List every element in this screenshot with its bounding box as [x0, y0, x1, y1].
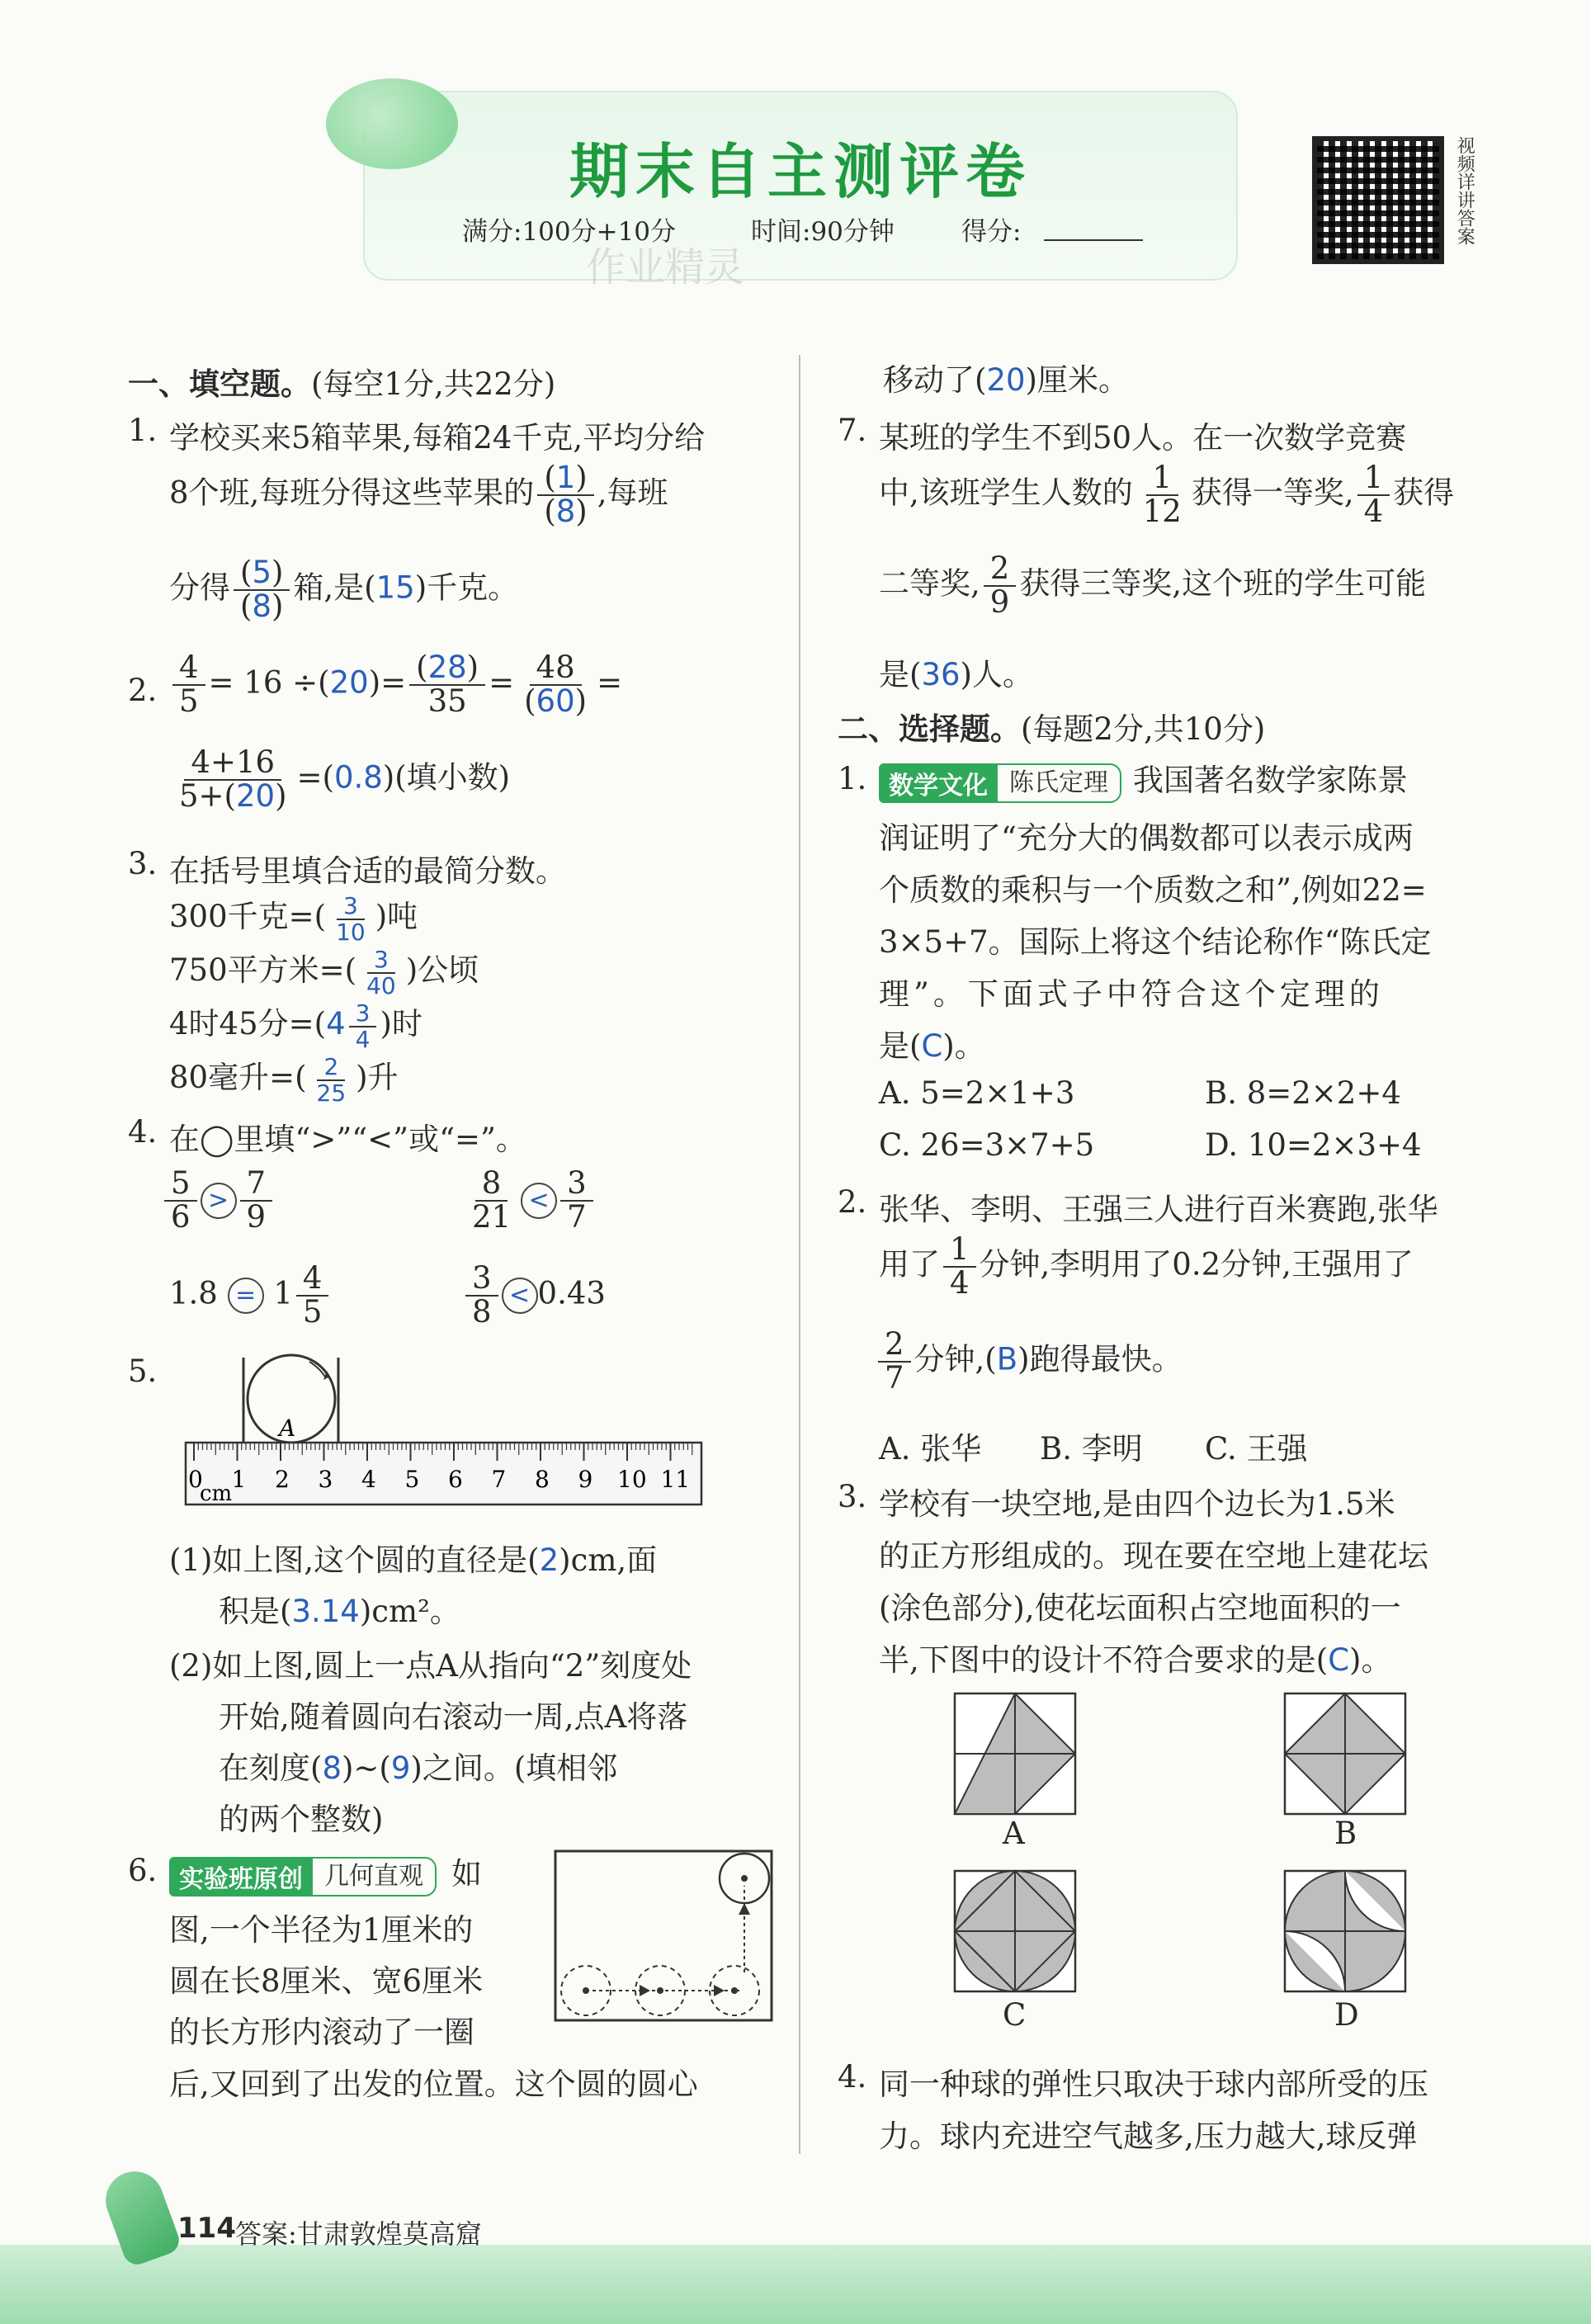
s1-q3-r4n: 2 [317, 1055, 345, 1080]
s1-q3-r2b: )公顷 [405, 952, 479, 988]
s1-q3-r4a: 80毫升=( [169, 1060, 307, 1095]
s1-q3-r3n: 3 [349, 1001, 377, 1027]
s1-q7-l4a: 是( [879, 657, 922, 692]
tag-original: 实验班原创 [169, 1857, 313, 1897]
s1-q2-a5: 0.8 [333, 759, 383, 796]
s1-q2-f3d: 60 [536, 683, 575, 719]
s1-q7-l2b: 获得一等奖, [1191, 475, 1354, 511]
compare-circle-2[interactable]: < [521, 1183, 557, 1219]
s1-q7-l2c: 获得 [1393, 475, 1455, 511]
s1-q4-a3w: 1 [273, 1275, 293, 1311]
s1-q1-f2n: 5 [252, 555, 271, 590]
ruler-figure [182, 1345, 710, 1523]
ruler-label: 6 [448, 1466, 463, 1493]
s1-q7-f1d: 12 [1142, 493, 1182, 529]
footer-wave [0, 2245, 1591, 2324]
ruler-label: 3 [318, 1466, 333, 1493]
s2-q1-l1: 我国著名数学家陈景 [1133, 763, 1408, 798]
s1-q6-t2: 圆在长8厘米、宽6厘米 [169, 1963, 484, 1999]
s1-q5-p2l1: (2)如上图,圆上一点A从指向“2”刻度处 [169, 1648, 692, 1684]
ruler-label: 11 [660, 1466, 691, 1493]
s2-q1-l3: 个质数的乘积与一个质数之和”,例如22= [879, 872, 1427, 908]
s1-q6-t5b: )厘米。 [1025, 362, 1129, 398]
s1-q5-p1ans2: 3.14 [291, 1594, 360, 1629]
s1-q5-p2a1: 8 [322, 1750, 342, 1786]
ruler-label: 4 [361, 1466, 376, 1493]
planet-icon [326, 78, 458, 169]
s1-q2-eq1: = 16 ÷( [208, 664, 330, 701]
s1-q7-f1n: 1 [1146, 462, 1179, 496]
s1-q5-p2l3b: )~( [341, 1750, 391, 1786]
s2-q1-ans: C [921, 1028, 943, 1064]
s2-q3-l3: (涂色部分),使花坛面积占空地面积的一 [879, 1590, 1401, 1626]
s2-q3-l4b: )。 [1349, 1642, 1392, 1678]
s1-q3-r1a: 300千克=( [169, 899, 327, 934]
s2-q2-f2d: 7 [885, 1359, 904, 1396]
design-a-figure[interactable] [953, 1692, 1077, 1816]
s1-q4-a1rn: 7 [240, 1168, 273, 1202]
s2-q1-l6b: )。 [942, 1028, 985, 1064]
s1-q7-f2n: 1 [1357, 462, 1390, 496]
s2-q1-num: 1. [838, 761, 867, 796]
s2-q1-option-a[interactable]: A. 5=2×1+3 [879, 1075, 1075, 1111]
s1-q2-eq5: =( [296, 759, 334, 796]
design-b-figure[interactable] [1283, 1692, 1407, 1816]
s1-q4-text: 在◯里填“>”“<”或“=”。 [169, 1122, 526, 1157]
s1-q2-f4dc: ) [275, 777, 287, 814]
ruler-label: 0 [188, 1466, 203, 1493]
s2-q1-l2: 润证明了“充分大的偶数都可以表示成两 [879, 820, 1414, 856]
s1-q4-a2n: 8 [475, 1168, 508, 1202]
s1-q7-l3b: 获得三等奖,这个班的学生可能 [1019, 565, 1427, 602]
s1-q5-p1b: )cm,面 [559, 1542, 658, 1578]
ruler-label: 5 [404, 1466, 420, 1493]
s1-q2-num: 2. [128, 673, 158, 708]
tag-math-culture: 数学文化 [879, 763, 998, 803]
s1-q4-a1n: 5 [164, 1168, 197, 1202]
s1-q3-r2a: 750平方米=( [169, 952, 357, 988]
s1-q5-p1a: (1)如上图,这个圆的直径是( [169, 1542, 540, 1578]
s1-q4-a2d: 21 [472, 1198, 512, 1235]
time-info: 时间:90分钟 [751, 217, 895, 247]
s1-q5-p2l3a: 在刻度( [219, 1750, 323, 1786]
design-b-label: B [1334, 1816, 1357, 1851]
s1-q5-p1d: )cm²。 [359, 1594, 460, 1629]
grade-blank [1044, 239, 1143, 241]
s2-q3-num: 3. [838, 1479, 867, 1514]
s1-q4-a1d: 6 [171, 1198, 191, 1235]
compare-circle-3[interactable]: = [228, 1278, 264, 1314]
s1-q5-p2l3c: )之间。(填相邻 [410, 1750, 618, 1786]
s1-q2-fn: 4 [172, 652, 205, 686]
s1-q6-t1: 图,一个半径为1厘米的 [169, 1912, 474, 1948]
s1-q1-num: 1. [128, 413, 158, 448]
s1-q6-t0: 如 [451, 1856, 482, 1892]
s1-q1-line3a: 分得 [169, 569, 230, 606]
rolling-circle-figure [553, 1849, 776, 2026]
s1-q5-p1c: 积是( [219, 1594, 292, 1629]
s1-heading: 一、填空题。 [128, 366, 311, 402]
s1-q3-r1d: 10 [336, 918, 366, 946]
s1-q1-f1d: 8 [555, 493, 576, 529]
s1-q3-r3a: 4时45分=( [169, 1006, 327, 1042]
s1-q1-line3b: 箱,是( [293, 569, 376, 606]
s1-q1-line3c: )千克。 [414, 569, 519, 606]
s1-q6-t5a: 移动了( [883, 362, 987, 398]
s1-q3-r3b: )时 [380, 1006, 423, 1042]
ruler-label: 8 [535, 1466, 550, 1493]
s1-q3-num: 3. [128, 846, 158, 881]
s2-q1-l6a: 是( [879, 1028, 922, 1064]
s1-q2-eq2: )= [368, 664, 407, 701]
s1-q7-f3n: 2 [984, 553, 1017, 587]
s1-q1-f2d: 8 [252, 588, 271, 624]
s1-q7-f3d: 9 [989, 583, 1010, 620]
design-d-label: D [1334, 1997, 1359, 2033]
ruler-label: 9 [578, 1466, 593, 1493]
s1-q2-tail: )(填小数) [382, 759, 511, 796]
s1-q3-r2n: 3 [367, 947, 395, 973]
s1-q4-a2rd: 7 [567, 1198, 587, 1235]
s2-q1-l5: 理”。下面式子中符合这个定理的 [879, 976, 1384, 1012]
s1-q6-num: 6. [128, 1853, 158, 1888]
design-a-label: A [1003, 1816, 1025, 1851]
s2-q4-l2: 力。球内充进空气越多,压力越大,球反弹 [879, 2119, 1418, 2154]
design-c-label: C [1003, 1997, 1027, 2033]
s1-q4-a4r: 0.43 [537, 1275, 606, 1311]
s1-q5-num: 5. [128, 1353, 158, 1389]
compare-circle-4[interactable]: < [502, 1278, 538, 1314]
s1-q1-f1n: 1 [555, 460, 576, 495]
s2-q2-ans: B [996, 1341, 1018, 1377]
qr-side-text: 视频详讲答案 [1454, 136, 1475, 245]
s1-q2-f4n: 4+16 [184, 747, 281, 781]
ruler-unit: cm [200, 1481, 233, 1506]
s1-q7-num: 7. [838, 413, 867, 448]
s2-q2-option-b[interactable]: B. 李明 [1040, 1431, 1143, 1467]
s1-q4-num: 4. [128, 1114, 158, 1150]
s1-q2-f4da: 5+( [179, 777, 236, 814]
s1-q2-f3n: 48 [530, 652, 582, 686]
page-number: 114 [177, 2212, 236, 2245]
s1-q7-l2a: 中,该班学生人数的 [879, 475, 1133, 511]
footer-answer: 答案:甘肃敦煌莫高窟 [235, 2218, 482, 2250]
s1-q7-f2d: 4 [1363, 493, 1384, 529]
s2-q2-f2n: 2 [878, 1329, 911, 1363]
s2-q2-l3a: 分钟,( [914, 1341, 997, 1377]
s2-q3-l4a: 半,下图中的设计不符合要求的是( [879, 1642, 1329, 1678]
s2-q3-l2: 的正方形组成的。现在要在空地上建花坛 [879, 1538, 1428, 1574]
s1-q7-ans: 36 [921, 657, 961, 692]
s2-q1-option-c[interactable]: C. 26=3×7+5 [879, 1127, 1095, 1163]
s1-q1-line2b: ,每班 [597, 475, 668, 511]
s1-q4-a4n: 3 [465, 1263, 498, 1297]
s1-q3-r1b: )吨 [375, 899, 418, 934]
s1-q3-r3d: 4 [355, 1025, 371, 1053]
s1-q1-line1: 学校买来5箱苹果,每箱24千克,平均分给 [169, 420, 706, 456]
s2-q2-num: 2. [838, 1184, 867, 1220]
s1-q2-eq4: = [597, 664, 623, 701]
design-d-figure[interactable] [1283, 1869, 1407, 1993]
s2-q3-l1: 学校有一块空地,是由四个边长为1.5米 [879, 1486, 1395, 1522]
s1-q3-r4b: )升 [356, 1060, 399, 1095]
s2-q2-option-a[interactable]: A. 张华 [879, 1431, 982, 1467]
s2-q2-f1d: 4 [950, 1264, 970, 1301]
s2-note: (每题2分,共10分) [1021, 711, 1266, 747]
s1-q4-a3d: 5 [302, 1293, 323, 1330]
s1-q6-t3: 的长方形内滚动了一圈 [169, 2015, 474, 2050]
s2-q1-option-b[interactable]: B. 8=2×2+4 [1205, 1075, 1401, 1111]
s1-q2-fd: 5 [179, 683, 199, 719]
s2-q2-option-c[interactable]: C. 王强 [1205, 1431, 1308, 1467]
s2-q3-ans: C [1328, 1642, 1350, 1678]
s1-q7-l3a: 二等奖, [879, 565, 980, 602]
s1-q5-p2l4: 的两个整数) [219, 1802, 384, 1837]
s1-q6-ans: 20 [986, 362, 1026, 398]
ruler-label: 1 [231, 1466, 247, 1493]
s1-q1-line2a: 8个班,每班分得这些苹果的 [169, 475, 535, 511]
page-title: 期末自主测评卷 [569, 137, 1032, 206]
s1-q4-a3l: 1.8 [169, 1275, 218, 1311]
s1-q3-r3w: 4 [326, 1006, 346, 1042]
s2-q1-l4: 3×5+7。国际上将这个结论称作“陈氏定 [879, 924, 1432, 960]
s1-q2-eq3: = [489, 664, 515, 701]
s1-q4-a4d: 8 [472, 1293, 492, 1330]
s1-q2-a1: 20 [329, 664, 369, 701]
s2-q2-l3b: )跑得最快。 [1017, 1341, 1183, 1377]
s1-q5-p2l2: 开始,随着圆向右滚动一周,点A将落 [219, 1699, 688, 1735]
s1-q4-a2rn: 3 [560, 1168, 593, 1202]
s1-q3-r2d: 40 [366, 971, 396, 999]
tag-chen-theorem: 陈氏定理 [996, 763, 1121, 803]
column-divider [799, 355, 800, 2154]
qr-code-icon [1312, 136, 1444, 264]
s1-q1-a3: 15 [375, 569, 415, 606]
s1-q5-p1ans: 2 [539, 1542, 559, 1578]
s1-q2-f2n: 28 [427, 649, 467, 685]
watermark: 作业精灵 [586, 244, 745, 290]
point-a-label: A [279, 1415, 296, 1442]
grade-label: 得分: [961, 217, 1022, 247]
s2-q2-l1: 张华、李明、王强三人进行百米赛跑,张华 [879, 1192, 1438, 1227]
s2-q2-l2a: 用了 [879, 1246, 940, 1282]
s2-q2-l2b: 分钟,李明用了0.2分钟,王强用了 [979, 1246, 1414, 1282]
compare-circle-1[interactable]: > [201, 1183, 237, 1219]
s1-q3-r1n: 3 [337, 894, 365, 919]
s2-q4-l1: 同一种球的弹性只取决于球内部所受的压 [879, 2067, 1428, 2102]
s1-q2-f2d: 35 [427, 683, 467, 719]
design-c-figure[interactable] [953, 1869, 1077, 1993]
s1-q3-r4d: 25 [316, 1079, 347, 1107]
s1-note: (每空1分,共22分) [311, 366, 556, 402]
s1-q7-l1: 某班的学生不到50人。在一次数学竞赛 [879, 420, 1407, 456]
s2-q2-f1n: 1 [943, 1234, 976, 1268]
score-info: 满分:100分+10分 [462, 217, 677, 247]
s2-heading: 二、选择题。 [838, 711, 1021, 747]
s2-q4-num: 4. [838, 2059, 867, 2095]
s1-q7-l4b: )人。 [960, 657, 1033, 692]
tag-geometry: 几何直观 [311, 1857, 437, 1897]
ruler-label: 7 [491, 1466, 507, 1493]
s1-q4-a1rd: 9 [246, 1198, 267, 1235]
s2-q1-option-d[interactable]: D. 10=2×3+4 [1205, 1127, 1422, 1163]
ruler-label: 10 [617, 1466, 647, 1493]
s1-q5-p2a2: 9 [390, 1750, 411, 1786]
ruler-label: 2 [275, 1466, 290, 1493]
s1-q2-f4db: 20 [235, 777, 276, 814]
s1-q6-t4: 后,又回到了出发的位置。这个圆的圆心 [169, 2067, 698, 2102]
s1-q4-a3n: 4 [296, 1263, 329, 1297]
s1-q3-text: 在括号里填合适的最简分数。 [169, 853, 566, 889]
